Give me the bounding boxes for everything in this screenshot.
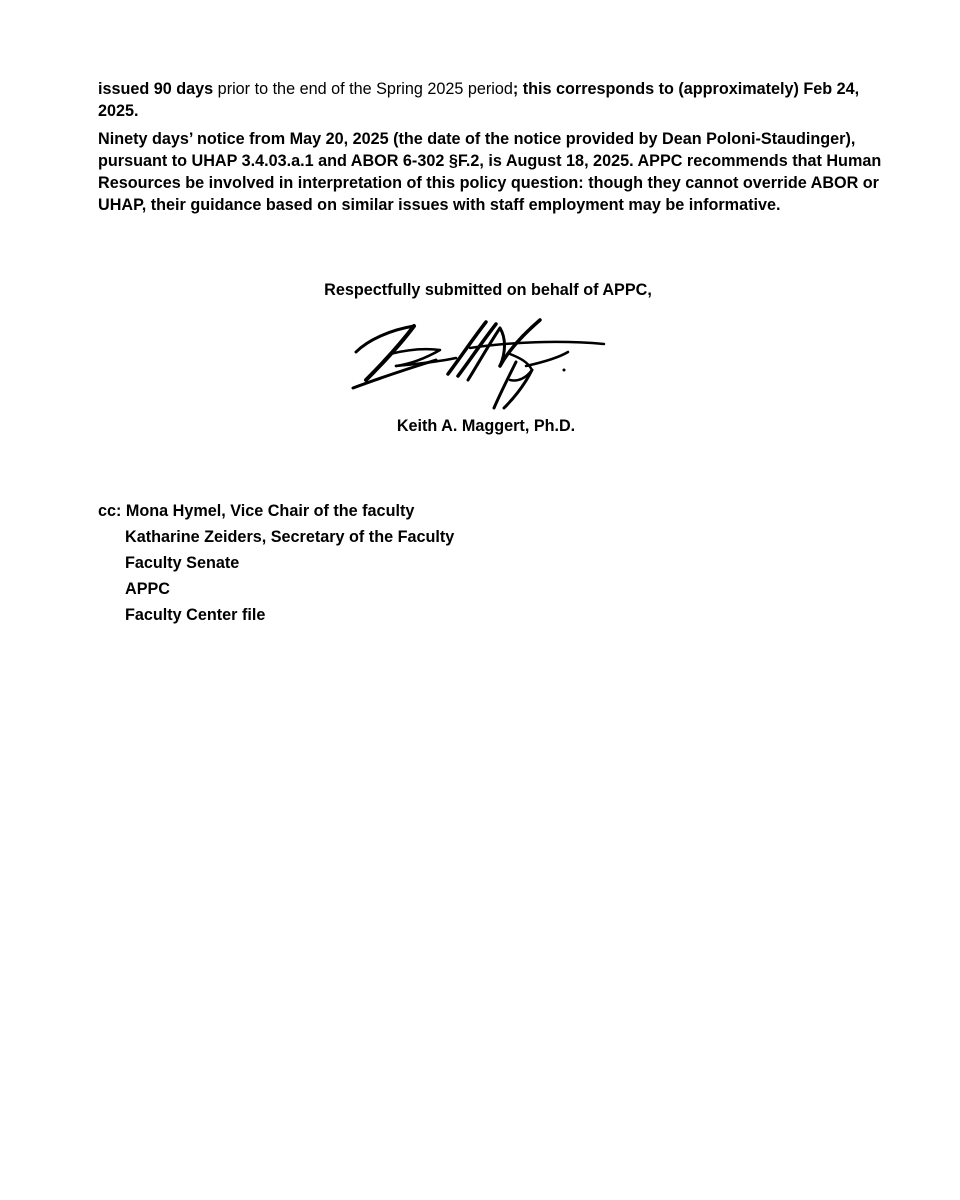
cc-recipient: Faculty Center file <box>125 606 266 624</box>
bold-text: ; this corresponds to (approximately) Feb 24, 2025. <box>98 80 860 120</box>
normal-text: prior to the end of the Spring 2025 period <box>213 80 513 98</box>
cc-recipient: Faculty Senate <box>125 554 240 572</box>
cc-first-line: cc: Mona Hymel, Vice Chair of the faculty <box>98 502 415 520</box>
cc-recipient: Katharine Zeiders, Secretary of the Faculty <box>125 528 455 546</box>
paragraph-notice-deadline <box>98 78 898 122</box>
cc-recipient: APPC <box>125 580 170 598</box>
document-page <box>98 78 898 624</box>
paragraph-ninety-days: Ninety days’ notice from May 20, 2025 (the date of the notice provided by Dean Poloni-Staudinger), pursuant to UHAP 3.4.03.a.1 and ABOR 6-302 §F.2, is August 18, 2025. APPC recommends that Human Resources be involved in interpretation of this policy question: though they cannot override ABOR or UHAP, their guidance based on similar issues with staff employment may be informative. <box>98 130 882 214</box>
closing-line: Respectfully submitted on behalf of APPC, <box>324 281 652 299</box>
signer-name: Keith A. Maggert, Ph.D. <box>396 417 576 435</box>
bold-text: issued 90 days <box>98 80 214 98</box>
handwritten-signature <box>350 318 610 410</box>
cc-list <box>98 498 454 628</box>
